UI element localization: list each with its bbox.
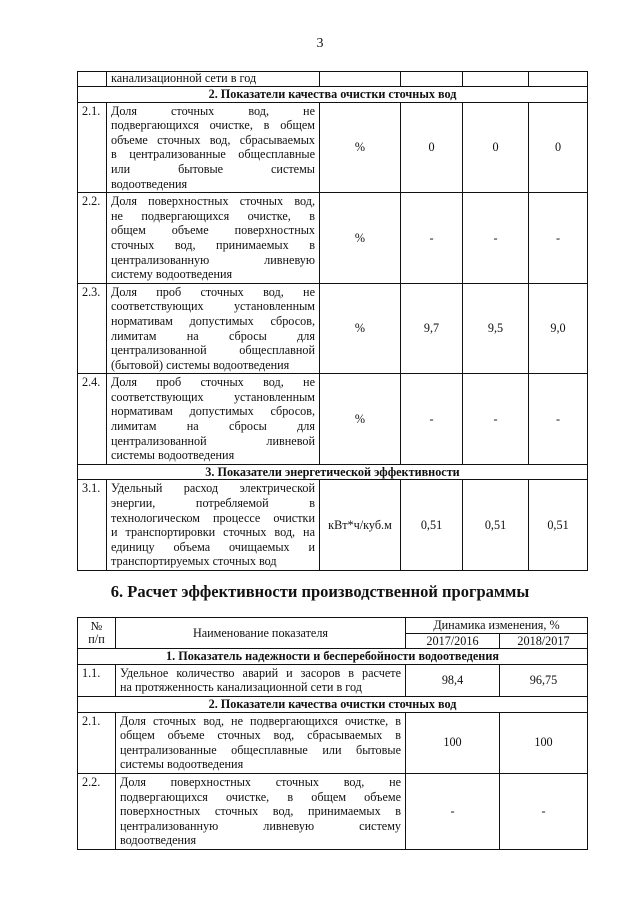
text-line: соответствующих установленным [111, 299, 315, 314]
row-number: 2.3. [78, 283, 107, 374]
text-line: транспортируемых сточных вод [111, 554, 277, 569]
text-line: Удельное количество аварий и засоров в расчете [120, 665, 401, 680]
value-cell: 9,0 [529, 283, 588, 374]
indicator-name [107, 102, 320, 193]
text-line: общем объеме поверхностных [111, 223, 315, 238]
value-cell: - [529, 193, 588, 284]
text-line: объеме сточных вод, сбрасываемых [111, 132, 315, 147]
value-cell: 0 [529, 102, 588, 193]
text-line: соответствующих установленным [111, 389, 315, 404]
text-line: лимитам на сбросы для [111, 419, 315, 434]
section-header-row [78, 649, 588, 665]
row-number: 1.1. [78, 664, 116, 696]
indicator-name [107, 193, 320, 284]
indicator-name [107, 480, 320, 571]
value-cell: 0,51 [463, 480, 529, 571]
value-cell: 9,7 [401, 283, 463, 374]
column-header-year2: 2018/2017 [500, 633, 588, 649]
table-row [78, 712, 588, 773]
text-line: Доля сточных вод, не [111, 103, 315, 118]
value-cell: - [529, 374, 588, 465]
column-header-year1: 2017/2016 [406, 633, 500, 649]
value-cell: 0,51 [529, 480, 588, 571]
text-line: или бытовые системы [111, 161, 315, 176]
value-cell: - [401, 193, 463, 284]
section-header-row [78, 696, 588, 712]
value-cell: 100 [406, 712, 500, 773]
text-line: и транспортировки сточных вод, на [111, 525, 315, 540]
table-row [78, 773, 588, 849]
indicator-name [107, 283, 320, 374]
indicator-name [116, 664, 406, 696]
text-line: (бытовой) системы водоотведения [111, 357, 290, 372]
text-line: централизованную ливневую [111, 252, 315, 267]
unit-cell: % [320, 283, 401, 374]
text-line: подвергающихся очистке, в общем [111, 118, 315, 133]
table-row [78, 480, 588, 571]
table-row [78, 102, 588, 193]
value-cell: 0 [401, 102, 463, 193]
text-line: Доля проб сточных вод, не [111, 284, 315, 299]
row-number: 2.1. [78, 102, 107, 193]
column-header-dynamics: Динамика изменения, % [406, 618, 588, 634]
section-title: 2. Показатели качества очистки сточных вод [78, 696, 588, 712]
text-line: единицу объема очищаемых и [111, 539, 315, 554]
section-heading: 6. Расчет эффективности производственной программы [110, 582, 530, 601]
text-line: централизованной общесплавной [111, 343, 315, 358]
table-row [78, 283, 588, 374]
unit-cell: % [320, 374, 401, 465]
text-line: системы водоотведения [120, 757, 244, 772]
row-number: 2.2. [78, 193, 107, 284]
text-line: нормативам допустимых сбросов, [111, 404, 315, 419]
num-header-text: № п/п [88, 619, 105, 647]
efficiency-table [77, 617, 588, 850]
text-line: Удельный расход электрической [111, 481, 315, 496]
value-cell: 96,75 [500, 664, 588, 696]
value-cell: 9,5 [463, 283, 529, 374]
unit-cell: кВт*ч/куб.м [320, 480, 401, 571]
text-line: подвергающихся очистке, в общем объеме [120, 789, 401, 804]
text-line: на протяженность канализационной сети в год [120, 680, 362, 695]
text-line: лимитам на сбросы для [111, 328, 315, 343]
page-number: 3 [316, 36, 324, 51]
indicator-name [116, 712, 406, 773]
text-line: системы водоотведения [111, 448, 235, 463]
table-header-row [78, 618, 588, 634]
row-number: 3.1. [78, 480, 107, 571]
value-cell: 98,4 [406, 664, 500, 696]
value-cell: - [463, 193, 529, 284]
table-row [78, 664, 588, 696]
text-line: централизованную ливневую систему [120, 818, 401, 833]
text-line: Доля сточных вод, не подвергающихся очистке, в [120, 713, 401, 728]
text-line: сточных вод, принимаемых в [111, 237, 315, 252]
value-cell: 100 [500, 712, 588, 773]
unit-cell: % [320, 193, 401, 284]
text-line: не подвергающихся очистке, в [111, 208, 315, 223]
table-row [78, 72, 588, 87]
row-number: 2.4. [78, 374, 107, 465]
text-line: централизованные общесплавные или бытовые [120, 742, 401, 757]
table-row [78, 374, 588, 465]
value-cell: - [401, 374, 463, 465]
section-title: 1. Показатель надежности и бесперебойности водоотведения [78, 649, 588, 665]
text-line: Доля поверхностных сточных вод, не [120, 774, 401, 789]
value-cell: 0 [463, 102, 529, 193]
row-number: 2.2. [78, 773, 116, 849]
text-line: водоотведения [120, 833, 197, 848]
value-cell: - [500, 773, 588, 849]
value-cell: - [406, 773, 500, 849]
text-line: энергии, потребляемой в [111, 496, 315, 511]
section-header-row [78, 464, 588, 480]
value-cell: - [463, 374, 529, 465]
text-line: поверхностных сточных вод, принимаемых в [120, 804, 401, 819]
text-line: Доля поверхностных сточных вод, [111, 194, 315, 209]
text-line: общем объеме сточных вод, сбрасываемых в [120, 728, 401, 743]
continuation-text: канализационной сети в год [107, 72, 320, 87]
text-line: водоотведения [111, 176, 188, 191]
column-header-name: Наименование показателя [116, 618, 406, 649]
text-line: технологическом процессе очистки [111, 510, 315, 525]
text-line: Доля проб сточных вод, не [111, 375, 315, 390]
unit-cell: % [320, 102, 401, 193]
indicator-name [116, 773, 406, 849]
column-header-num [78, 618, 116, 649]
text-line: в централизованные общесплавные [111, 147, 315, 162]
text-line: систему водоотведения [111, 267, 233, 282]
section-header-row [78, 87, 588, 103]
text-line: нормативам допустимых сбросов, [111, 313, 315, 328]
section-title: 2. Показатели качества очистки сточных вод [78, 87, 588, 103]
section-title: 3. Показатели энергетической эффективности [78, 464, 588, 480]
indicator-name [107, 374, 320, 465]
table-row [78, 193, 588, 284]
row-number: 2.1. [78, 712, 116, 773]
value-cell: 0,51 [401, 480, 463, 571]
text-line: централизованной ливневой [111, 433, 315, 448]
indicators-table [77, 71, 588, 571]
